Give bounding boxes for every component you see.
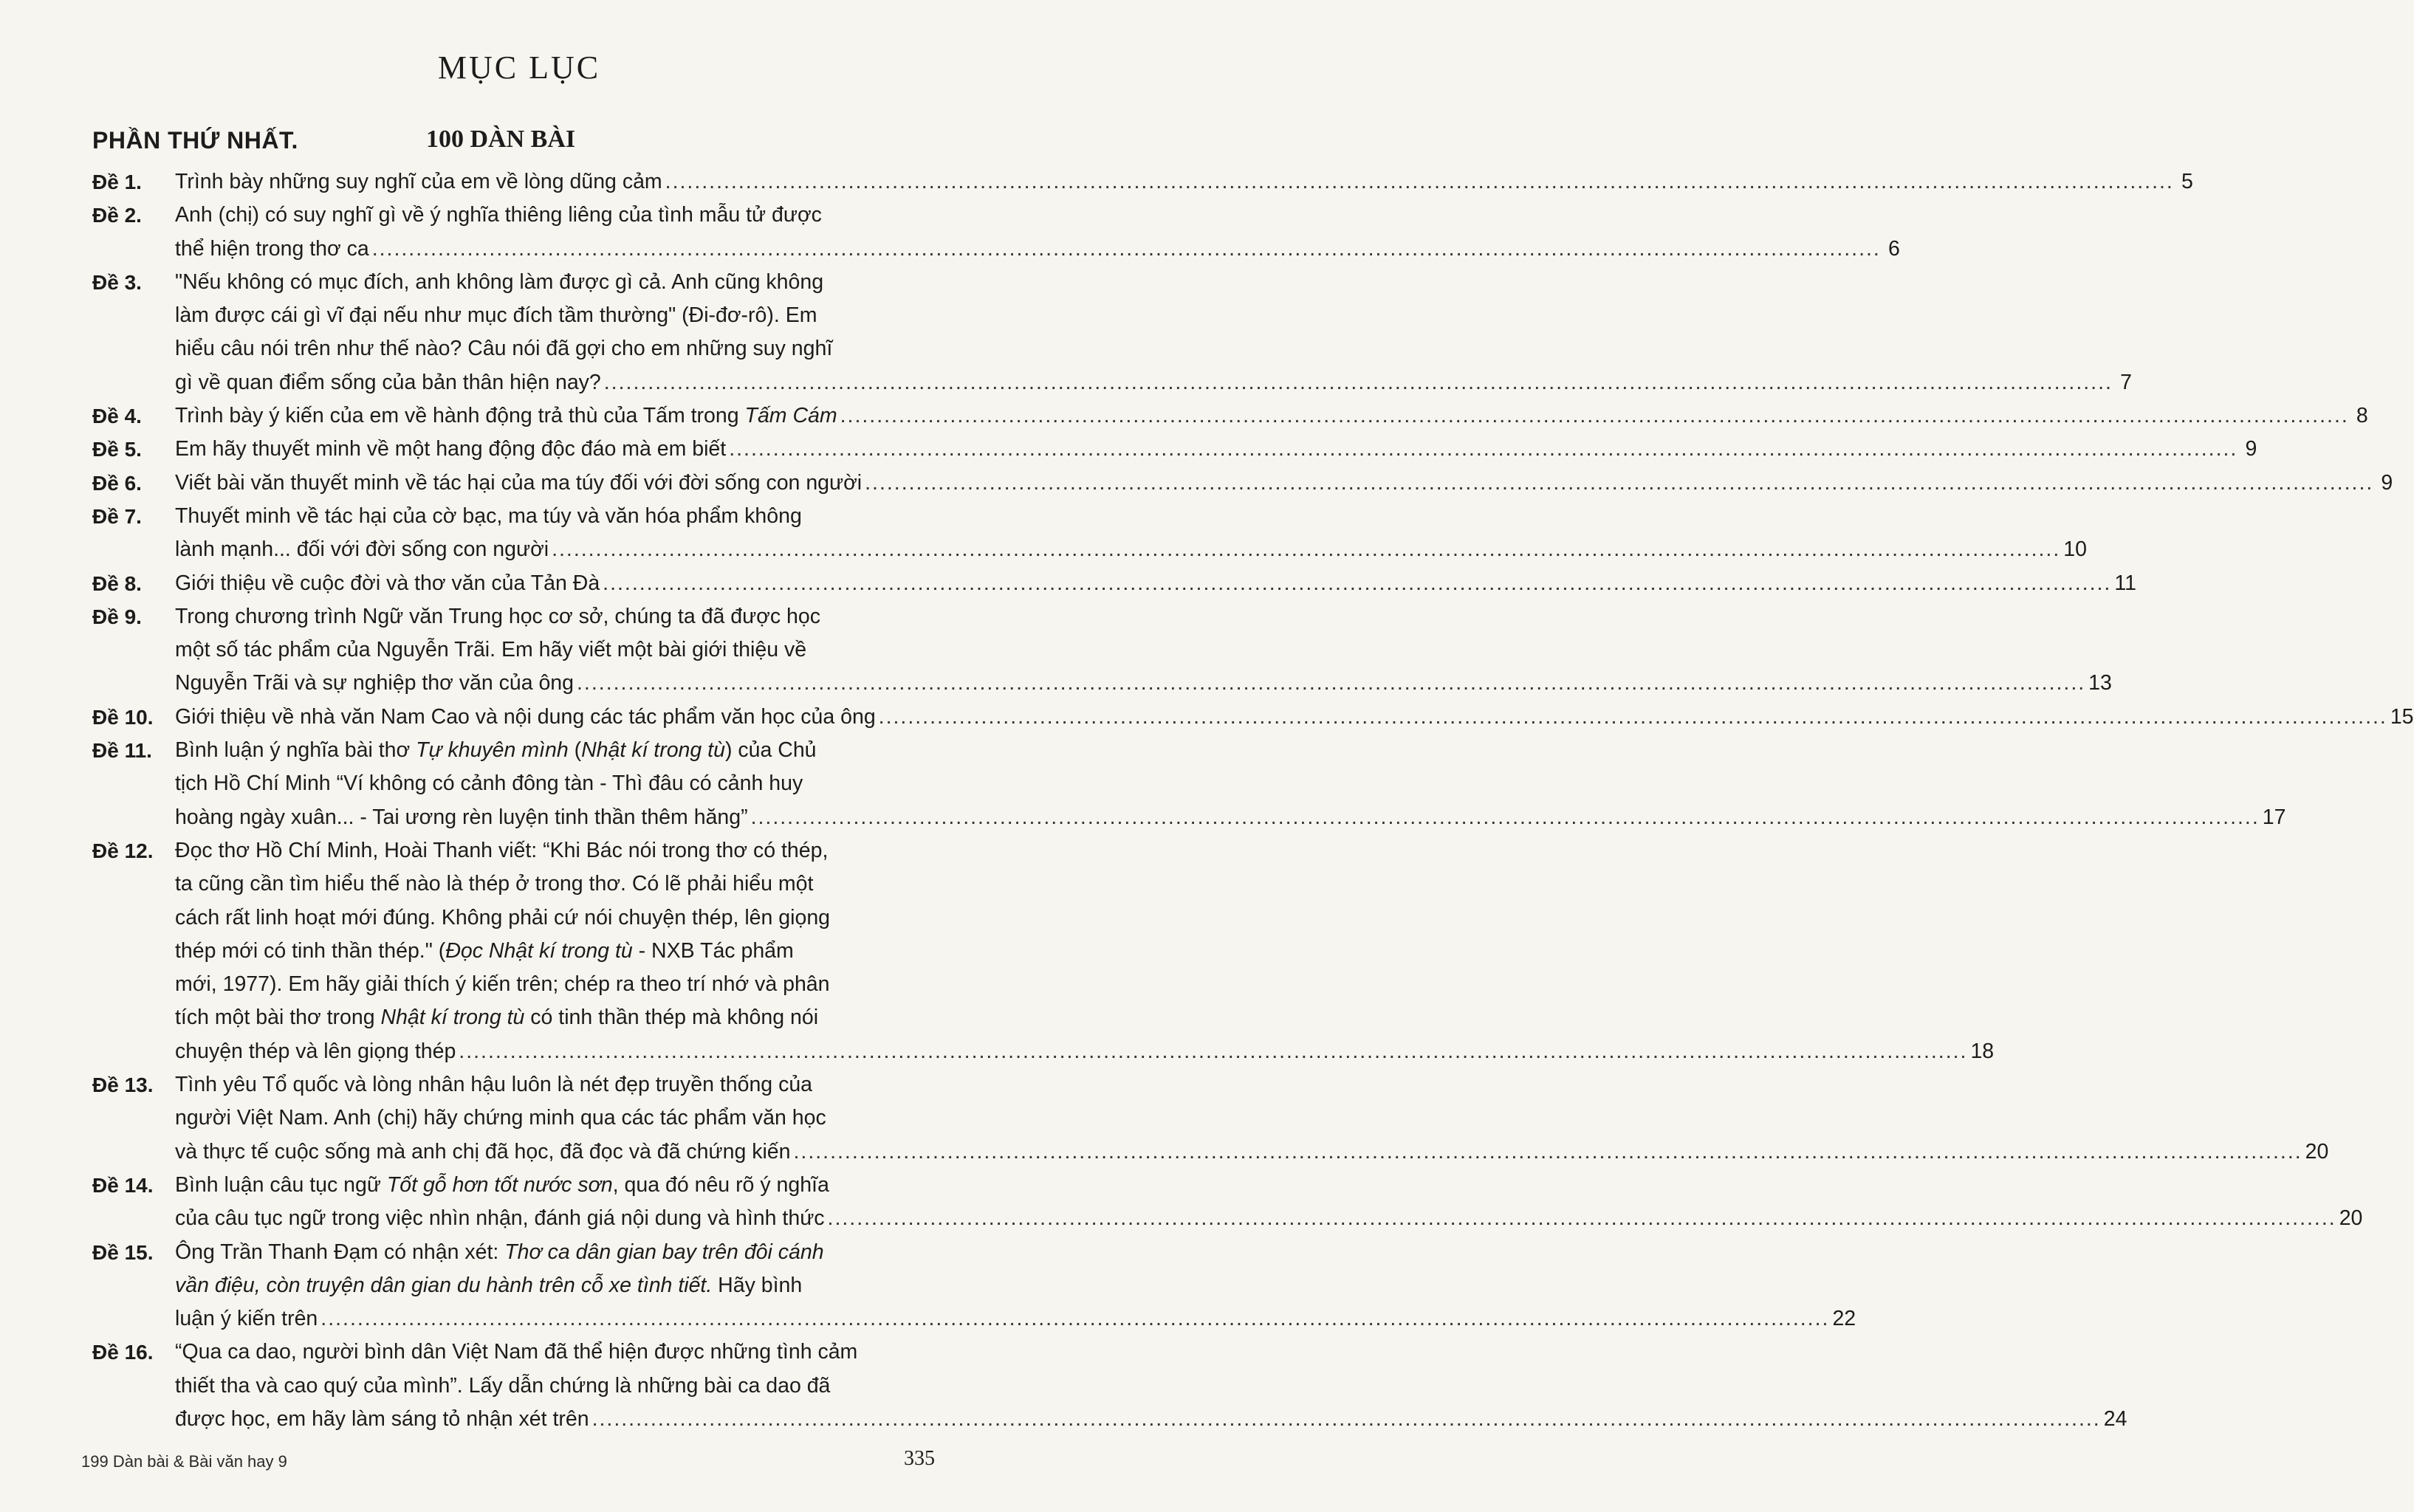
entry-page-number: 10 [2063,537,2087,562]
entry-label: Đề 11. [92,739,152,763]
entry-page-number: 15 [2390,704,2414,729]
entry-label: Đề 8. [92,571,142,595]
entry-label: Đề 1. [92,171,142,193]
leader-dots [320,1302,1829,1336]
entry-text-italic: Tự khuyên mình [416,738,569,763]
leader-dots [592,1403,2101,1436]
entry-label: Đề 9. [92,605,142,628]
entry-page-number: 24 [2103,1406,2127,1431]
toc-entry-15[interactable] [92,1236,1856,1336]
entry-text: Tình yêu Tổ quốc và lòng nhân hậu luôn là nét đẹp truyền thống của [175,1073,813,1097]
entry-text: Bình luận ý nghĩa bài thơ [175,738,416,763]
entry-text: tịch Hồ Chí Minh “Ví không có cảnh đông tàn - Thì đâu có cảnh huy [175,772,803,796]
toc-entry-9[interactable] [92,600,2112,701]
entry-page-number: 9 [2381,470,2393,495]
entry-text: Trình bày ý kiến của em về hành động trả thù của Tấm trong [175,404,745,428]
entry-page-number: 9 [2245,437,2257,461]
page-title: MỤC LỤC [437,49,601,86]
entry-label: Đề 15. [92,1240,154,1264]
entry-text-italic: Thơ ca dân gian bay trên đôi cánh [504,1240,824,1264]
entry-text: thiết tha và cao quý của mình”. Lấy dẫn chứng là những bài ca dao đã [175,1373,831,1398]
entry-label: Đề 13. [92,1073,154,1097]
entry-text: luận ý kiến trên [175,1307,318,1331]
footer-page-number: 335 [904,1447,935,1470]
entry-page-number: 8 [2356,404,2368,428]
entry-text: ( [568,738,582,763]
leader-dots [879,701,2387,734]
leader-dots [577,667,2085,700]
entry-text: Trình bày những suy nghĩ của em về lòng dũng cảm [175,170,662,193]
entry-label: Đề 6. [92,471,142,495]
toc-entry-14[interactable] [92,1169,2363,1236]
part-label: PHẦN THỨ NHẤT. [92,127,298,154]
part-heading [92,127,942,165]
entry-text: làm được cái gì vĩ đại nếu như mục đích tầm thường" (Đi-đơ-rô). Em [175,303,817,328]
entry-page-number: 6 [1888,236,1900,261]
leader-dots [828,1202,2336,1235]
entry-text: hoàng ngày xuân... - Tai ương rèn luyện tinh thần thêm hăng” [175,805,748,829]
entry-text-italic: Tốt gỗ hơn tốt nước sơn [386,1172,613,1197]
entry-page-number: 22 [1832,1307,1856,1331]
entry-page-number: 20 [2339,1206,2363,1231]
entry-text-italic: Tấm Cám [744,404,837,428]
entry-text: Thuyết minh về tác hại của cờ bạc, ma túy và văn hóa phẩm không [175,504,802,528]
entry-page-number: 17 [2262,805,2286,829]
toc-entry-11[interactable] [92,734,2286,834]
entry-text: một số tác phẩm của Nguyễn Trãi. Em hãy viết một bài giới thiệu về [175,638,807,662]
entry-text: Nguyễn Trãi và sự nghiệp thơ văn của ông [175,671,575,695]
leader-dots [603,567,2111,600]
entry-text: Anh (chị) có suy nghĩ gì về ý nghĩa thiêng liêng của tình mẫu tử được [175,203,822,227]
toc-list [92,165,2414,1436]
entry-label: Đề 14. [92,1173,154,1197]
toc-entry-13[interactable] [92,1068,2329,1169]
entry-label: Đề 7. [92,504,142,528]
entry-label: Đề 10. [92,705,154,729]
entry-text: được học, em hãy làm sáng tỏ nhận xét trên [175,1406,589,1431]
toc-entry-3[interactable] [92,266,2132,399]
entry-text: và thực tế cuộc sống mà anh chị đã học, đã đọc và đã chứng kiến [175,1139,791,1164]
entry-label: Đề 5. [92,438,142,461]
toc-entry-12[interactable] [92,834,1995,1068]
entry-text: người Việt Nam. Anh (chị) hãy chứng minh qua các tác phẩm văn học [175,1106,826,1130]
entry-text: thể hiện trong thơ ca [175,236,369,261]
entry-text: Đọc thơ Hồ Chí Minh, Hoài Thanh viết: “Khi Bác nói trong thơ có thép, [175,838,829,862]
entry-text: Em hãy thuyết minh về một hang động độc đáo mà em biết [175,437,727,461]
entry-text: lành mạnh... đối với đời sống con người [175,537,549,562]
entry-text: "Nếu không có mục đích, anh không làm được gì cả. Anh cũng không [175,269,824,294]
leader-dots [751,801,2260,834]
entry-text: hiểu câu nói trên như thế nào? Câu nói đã gợi cho em những suy nghĩ [175,337,833,361]
entry-text: có tinh thần thép mà không nói [524,1006,819,1030]
entry-text-italic: Nhật kí trong tù [380,1006,525,1030]
leader-dots [794,1135,2302,1169]
entry-text: gì về quan điểm sống của bản thân hiện nay? [175,370,601,394]
entry-page-number: 7 [2120,370,2132,394]
toc-entry-7[interactable] [92,500,2087,567]
leader-dots [729,433,2238,466]
toc-entry-6[interactable] [92,467,2393,500]
entry-text: Giới thiệu về nhà văn Nam Cao và nội dung các tác phẩm văn học của ông [175,704,876,729]
entry-text-italic: Nhật kí trong tù [581,738,725,763]
entry-page-number: 13 [2088,671,2112,695]
entry-text: tích một bài thơ trong [175,1006,381,1030]
entry-text-italic: Đọc Nhật kí trong tù [445,938,633,963]
entry-text: Viết bài văn thuyết minh về tác hại của ma túy đối với đời sống con người [175,470,863,495]
toc-entry-1[interactable] [92,165,2193,199]
leader-dots [552,533,2060,566]
toc-entry-4[interactable] [92,399,2368,433]
toc-entry-16[interactable] [92,1336,2127,1436]
entry-text: Giới thiệu về cuộc đời và thơ văn của Tản Đà [175,571,600,595]
footer-book-title: 199 Dàn bài & Bài văn hay 9 [81,1452,287,1471]
part-name: 100 DÀN BÀI [426,126,576,153]
leader-dots [459,1035,1967,1068]
entry-text: mới, 1977). Em hãy giải thích ý kiến trên; chép ra theo trí nhớ và phân [175,972,830,997]
entry-text: của câu tục ngữ trong việc nhìn nhận, đánh giá nội dung và hình thức [175,1206,825,1231]
entry-text: thép mới có tinh thần thép." ( [175,938,446,963]
entry-text: Ông Trần Thanh Đạm có nhận xét: [175,1240,505,1264]
entry-text: - NXB Tác phẩm [632,938,794,963]
leader-dots [665,165,2174,199]
entry-text: “Qua ca dao, người bình dân Việt Nam đã thể hiện được những tình cảm [175,1340,858,1364]
entry-text: chuyện thép và lên giọng thép [175,1039,456,1063]
entry-text-italic: vần điệu, còn truyện dân gian du hành trên cỗ xe tình tiết. [175,1273,713,1297]
entry-text: Hãy bình [712,1273,803,1297]
entry-label: Đề 2. [92,204,142,227]
toc-entry-2[interactable] [92,199,1900,266]
entry-page-number: 5 [2181,170,2193,193]
entry-label: Đề 4. [92,405,142,428]
leader-dots [372,233,1881,266]
toc-entry-10[interactable] [92,701,2414,734]
toc-entry-5[interactable] [92,433,2257,466]
entry-text: Bình luận câu tục ngữ [175,1172,387,1197]
entry-text: ta cũng cần tìm hiểu thế nào là thép ở trong thơ. Có lẽ phải hiểu một [175,872,814,896]
entry-text: ) của Chủ [724,738,817,763]
entry-page-number: 20 [2305,1139,2329,1164]
leader-dots [840,399,2349,433]
entry-label: Đề 16. [92,1341,154,1364]
entry-label: Đề 12. [92,839,154,862]
entry-text: cách rất linh hoạt mới đúng. Không phải cứ nói chuyện thép, lên giọng [175,905,831,929]
entry-page-number: 11 [2114,571,2136,595]
leader-dots [865,467,2373,500]
leader-dots [604,366,2113,399]
entry-page-number: 18 [1970,1039,1995,1063]
entry-text: Trong chương trình Ngữ văn Trung học cơ sở, chúng ta đã được học [175,604,820,628]
entry-text: , qua đó nêu rõ ý nghĩa [612,1172,829,1197]
toc-entry-8[interactable] [92,567,2136,600]
entry-label: Đề 3. [92,270,142,294]
